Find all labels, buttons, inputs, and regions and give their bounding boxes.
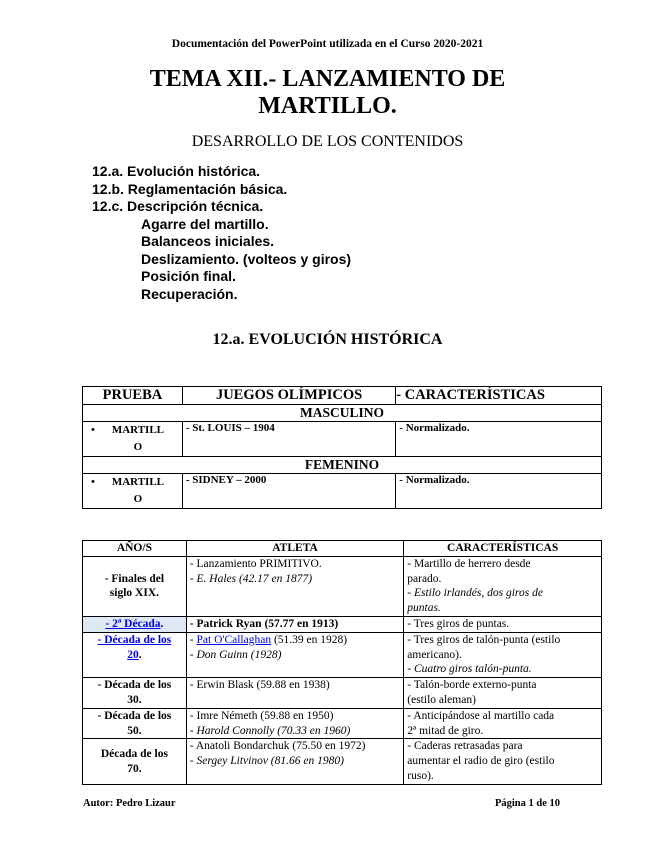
athlete-cell: - Patrick Ryan (57.77 en 1913) [186,616,403,632]
toc-subitem: Balanceos iniciales. [141,233,275,249]
table-row [83,474,602,509]
table-row [83,708,602,739]
year-cell: - Finales del siglo XIX. [83,556,187,616]
juegos-cell: - SIDNEY – 2000 [182,474,395,509]
toc-item: 12.b. Reglamentación básica. [92,180,288,197]
table-row [83,556,602,616]
characteristics-cell: - Talón-borde externo-punta (estilo aleman) [404,678,602,709]
athlete-cell: - Pat O'Callaghan (51.39 en 1928) - Don Guinn (1928) [186,632,403,677]
prueba-cell: • MARTILL O [83,422,183,457]
toc-subitem: Agarre del martillo. [141,215,269,232]
group-label: MASCULINO [83,405,602,422]
section-title: 12.a. EVOLUCIÓN HISTÓRICA [212,331,443,348]
bullet-icon: • [91,476,95,488]
column-header: ATLETA [186,541,403,557]
column-header: CARACTERÍSTICAS [404,541,602,557]
athlete-link[interactable]: Pat O'Callaghan [196,633,272,646]
table-row [83,739,602,784]
table-row [83,616,602,632]
athlete-cell: - Lanzamiento PRIMITIVO. - E. Hales (42.17 en 1877) [186,556,403,616]
toc-subitem: Posición final. [141,268,236,284]
characteristics-cell: - Anticipándose al martillo cada 2ª mitad de giro. [404,708,602,739]
history-table [82,540,602,785]
athlete-cell: - Erwin Blask (59.88 en 1938) [186,678,403,709]
decade-link[interactable]: 20 [127,648,139,661]
characteristics-cell: - Martillo de herrero desde parado. - Estilo irlandés, dos giros de puntas. [404,556,602,616]
caract-cell: - Normalizado. [396,474,602,509]
year-cell: - 2ª Década. [83,616,187,632]
title-line-1: TEMA XII.- LANZAMIENTO DE [149,66,506,92]
olympic-table [82,386,602,509]
table-row [83,678,602,709]
decade-link[interactable]: - Década de los [97,633,172,646]
group-label: FEMENINO [83,457,602,474]
table-header-row [83,541,602,557]
characteristics-cell: - Caderas retrasadas para aumentar el radio de giro (estilo ruso). [404,739,602,784]
characteristics-cell: - Tres giros de puntas. [404,616,602,632]
characteristics-cell: - Tres giros de talón-punta (estilo americano). - Cuatro giros talón-punta. [404,632,602,677]
toc-subitem: Deslizamiento. (volteos y giros) [141,250,352,267]
year-cell: - Década de los 20. [83,632,187,677]
toc-item: 12.a. Evolución histórica. [92,163,261,179]
subtitle: DESARROLLO DE LOS CONTENIDOS [191,133,464,150]
toc-subitem: Recuperación. [141,285,238,302]
juegos-cell: - St. LOUIS – 1904 [182,422,395,457]
year-cell: - Década de los 50. [83,708,187,739]
table-header-row [83,387,602,405]
athlete-cell: - Anatoli Bondarchuk (75.50 en 1972) - Sergey Litvinov (81.66 en 1980) [186,739,403,784]
prueba-cell: • MARTILL O [83,474,183,509]
bullet-icon: • [91,424,95,436]
year-cell: - Década de los 30. [83,678,187,709]
footer-page-number: Página 1 de 10 [494,798,560,809]
table-row [83,632,602,677]
column-header: - CARACTERÍSTICAS [396,387,602,405]
decade-link[interactable]: - 2ª Década [105,617,161,630]
column-header: PRUEBA [83,387,183,405]
title-line-2: MARTILLO. [258,93,397,119]
document-header: Documentación del PowerPoint utilizada en el Curso 2020-2021 [171,38,484,50]
column-header: JUEGOS OLÍMPICOS [182,387,395,405]
footer-author: Autor: Pedro Lizaur [83,798,176,809]
toc-item: 12.c. Descripción técnica. [92,198,264,214]
table-row [83,422,602,457]
page-title [0,66,655,120]
column-header: AÑO/S [83,541,187,557]
year-cell: Década de los 70. [83,739,187,784]
caract-cell: - Normalizado. [396,422,602,457]
athlete-cell: - Imre Németh (59.88 en 1950) - Harold Connolly (70.33 en 1960) [186,708,403,739]
